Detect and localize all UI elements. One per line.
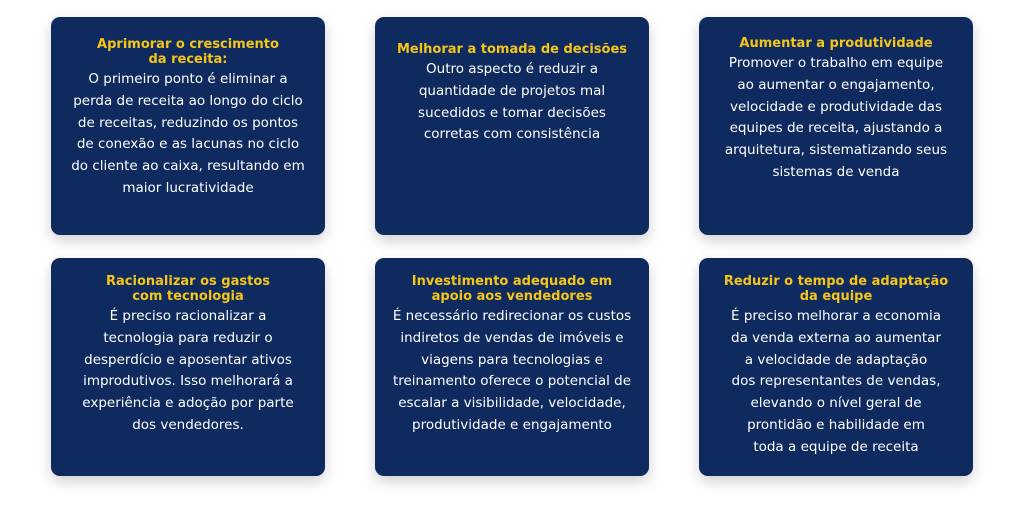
card-productivity bbox=[699, 17, 973, 235]
card-body: É necessário redirecionar os custos indiretos de vendas de imóveis e viagens para tecnologias e treinamento oferece o potencial de escalar a visibilidade, velocidade, produtividade e engajamento bbox=[392, 308, 632, 433]
card-body: Outro aspecto é reduzir a quantidade de projetos mal sucedidos e tomar decisões corretas com consistência bbox=[418, 61, 606, 143]
card-body: O primeiro ponto é eliminar a perda de receita ao longo do ciclo de receitas, reduzindo os pontos de conexão e as lacunas no ciclo do cliente ao caixa, resultando em maior lucratividade bbox=[71, 71, 305, 196]
card-tech-spending bbox=[51, 258, 325, 476]
card-body: Promover o trabalho em equipe ao aumentar o engajamento, velocidade e produtividade das equipes de receita, ajustando a arquitetura, sistematizando seus sistemas de venda bbox=[724, 55, 948, 180]
card-decision-making bbox=[375, 17, 649, 235]
card-title: Racionalizar os gastos com tecnologia bbox=[106, 274, 270, 304]
card-body: É preciso racionalizar a tecnologia para reduzir o desperdício e aposentar ativos improdutivos. Isso melhorará a experiência e adoção por parte dos vendedores. bbox=[82, 308, 294, 433]
card-seller-investment bbox=[375, 258, 649, 476]
card-revenue-growth bbox=[51, 17, 325, 235]
card-title: Reduzir o tempo de adaptação da equipe bbox=[723, 274, 949, 304]
card-title: Aprimorar o crescimento da receita: bbox=[97, 37, 279, 67]
card-team-ramp-time bbox=[699, 258, 973, 476]
card-body: É preciso melhorar a economia da venda externa ao aumentar a velocidade de adaptação dos representantes de vendas, elevando o nível geral de prontidão e habilidade em toda a equipe de receita bbox=[731, 308, 941, 455]
card-title: Melhorar a tomada de decisões bbox=[396, 42, 628, 57]
card-title: Aumentar a produtividade bbox=[739, 36, 933, 51]
card-title: Investimento adequado em apoio aos vendedores bbox=[411, 274, 613, 304]
